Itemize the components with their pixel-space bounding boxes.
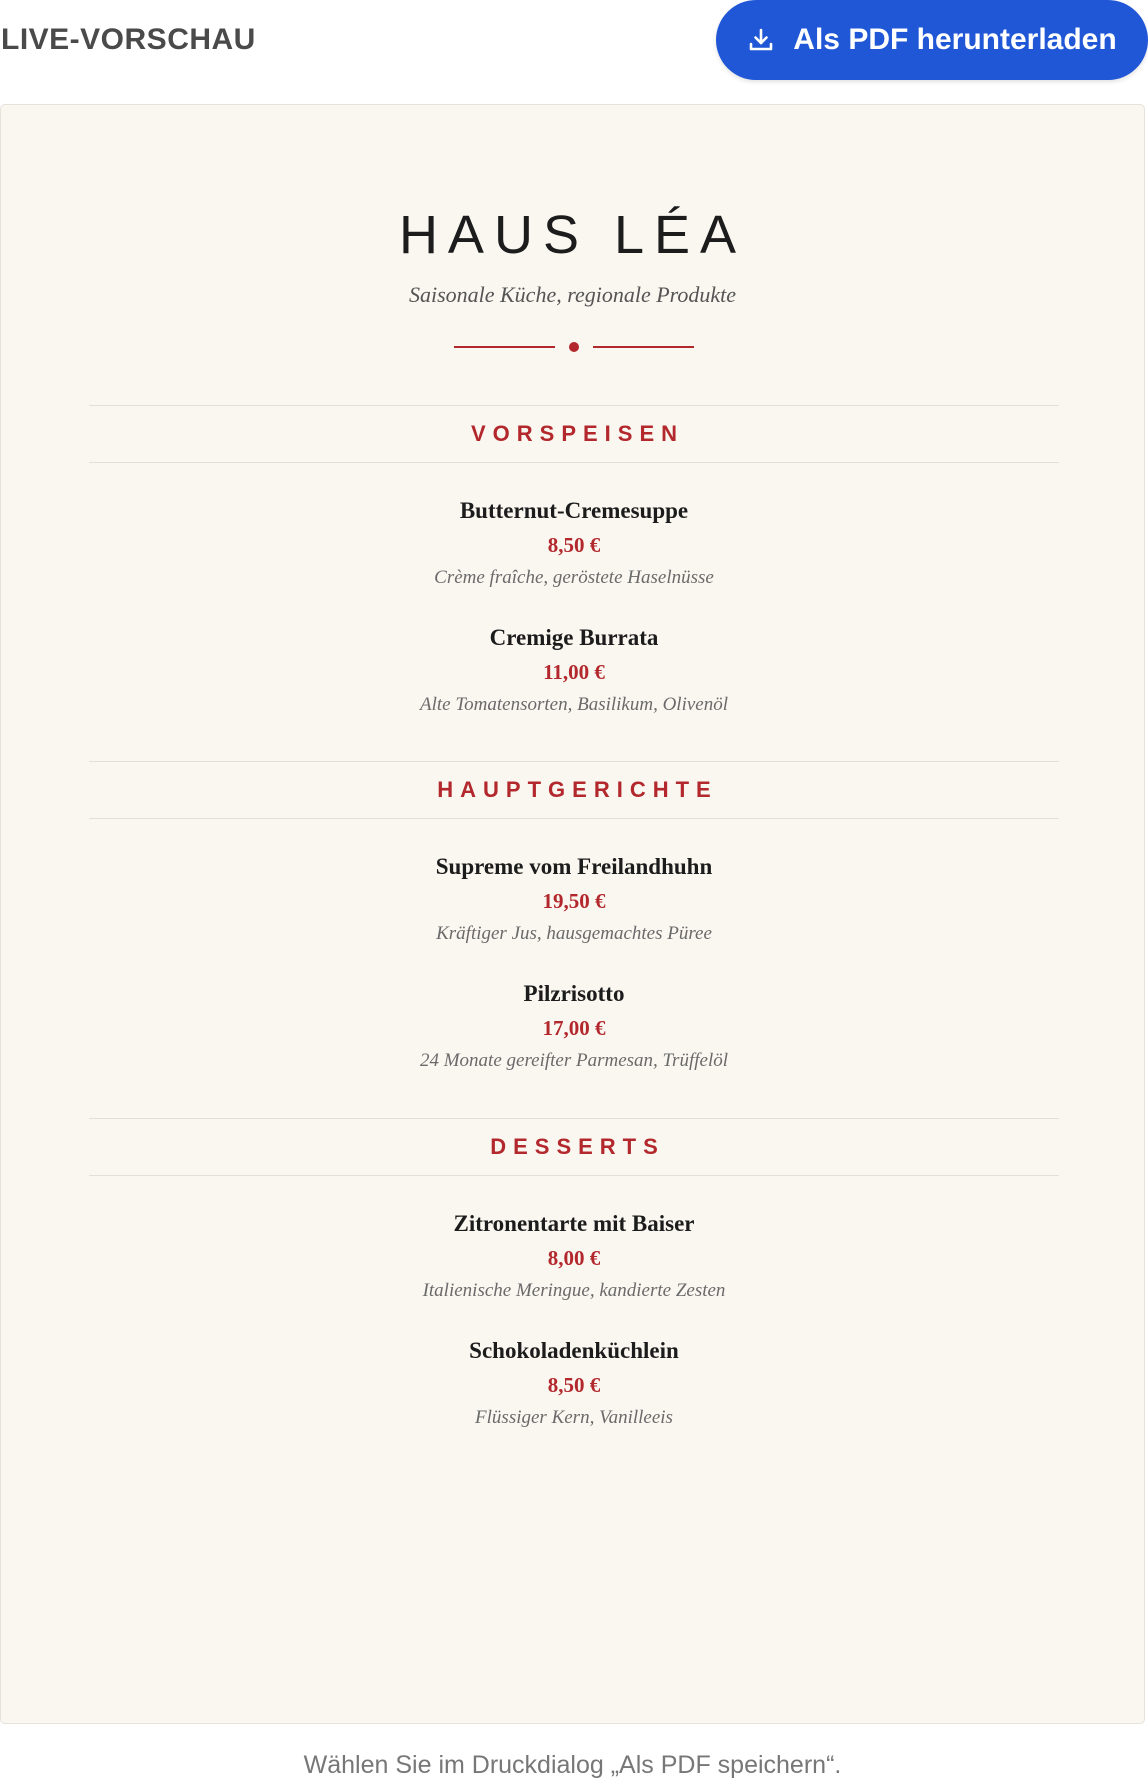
item-description: Italienische Meringue, kandierte Zesten (422, 1280, 726, 1301)
item-description: 24 Monate gereifter Parmesan, Trüffelöl (419, 1050, 729, 1071)
section-title: DESSERTS (490, 1134, 665, 1159)
item-price: 8,50 € (547, 533, 601, 557)
item-name: Butternut-Cremesuppe (459, 498, 689, 523)
item-price: 11,00 € (543, 660, 605, 684)
item-name: Supreme vom Freilandhuhn (435, 854, 713, 879)
item-name: Pilzrisotto (523, 981, 625, 1006)
item-name: Schokoladenküchlein (469, 1338, 679, 1363)
menu-preview-page (0, 104, 1145, 1724)
ornament-line-left (454, 346, 555, 348)
section-header (89, 1118, 1059, 1176)
item-name: Zitronentarte mit Baiser (453, 1211, 695, 1236)
item-price: 8,00 € (547, 1246, 601, 1270)
ornament-line-right (593, 346, 694, 348)
title-ornament (454, 341, 694, 353)
item-price: 19,50 € (542, 889, 606, 913)
restaurant-name: HAUS LÉA (398, 205, 747, 265)
item-description: Alte Tomatensorten, Basilikum, Olivenöl (419, 694, 729, 715)
section-header (89, 405, 1059, 463)
item-description: Kräftiger Jus, hausgemachtes Püree (436, 923, 712, 944)
restaurant-tagline: Saisonale Küche, regionale Produkte (408, 282, 737, 307)
section-title: HAUPTGERICHTE (437, 777, 718, 802)
print-hint: Wählen Sie im Druckdialog „Als PDF speichern“. (303, 1751, 842, 1779)
menu-section-desserts (89, 1118, 1059, 1428)
menu-item (89, 853, 1059, 953)
menu-item (89, 1337, 1059, 1437)
download-icon (747, 26, 775, 54)
item-description: Flüssiger Kern, Vanilleeis (475, 1407, 673, 1428)
download-pdf-button[interactable] (716, 0, 1148, 80)
preview-label: LIVE-VORSCHAU (1, 23, 256, 56)
item-name: Cremige Burrata (489, 625, 659, 650)
ornament-dot (569, 342, 579, 352)
section-header (89, 761, 1059, 819)
item-price: 17,00 € (542, 1016, 606, 1040)
item-price: 8,50 € (547, 1373, 601, 1397)
menu-item (89, 624, 1059, 724)
download-pdf-button-label: Als PDF herunterladen (793, 23, 1117, 56)
item-description: Crème fraîche, geröstete Haselnüsse (434, 567, 714, 588)
section-title: VORSPEISEN (470, 421, 685, 446)
menu-item (89, 1210, 1059, 1310)
menu-section-vorspeisen (89, 405, 1059, 715)
menu-item (89, 980, 1059, 1080)
menu-section-hauptgerichte (89, 761, 1059, 1071)
toolbar (0, 0, 1148, 90)
menu-item (89, 497, 1059, 597)
